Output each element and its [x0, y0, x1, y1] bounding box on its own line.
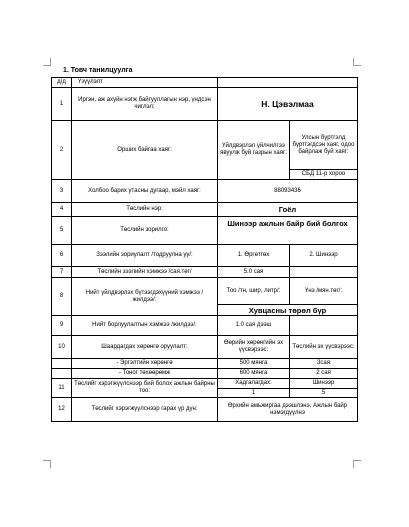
page-corner-mark [353, 460, 361, 468]
row-value: 88093436 [218, 180, 358, 203]
row-num: 10 [52, 336, 72, 359]
row-label: Төслийг хэрэгжүүлснээр бий болох ажлын байрны тоо: [72, 379, 218, 398]
page-corner-mark [43, 58, 51, 66]
header-item: Үзүүлэлт [72, 78, 218, 88]
table-row [52, 336, 358, 359]
table-row [52, 121, 358, 170]
table-row [52, 369, 358, 379]
row-value-b [290, 267, 358, 278]
row-value-b: 2 сая [290, 369, 358, 379]
table-row [52, 217, 358, 245]
row-value-b: Үнэ /мян.төг/: [290, 278, 358, 305]
row-value-a: Хадгалагдах: [218, 379, 290, 389]
row-value: Гоёл [218, 203, 358, 217]
row-num: 2 [52, 121, 72, 180]
row-value-b [290, 316, 358, 336]
row-label: Холбоо барих утасны дугаар, мэйл хаяг: [72, 180, 218, 203]
row-label: Төслийг хэрэгжүүлснээр гарах үр дүн: [72, 398, 218, 422]
row-num [52, 369, 72, 379]
row-value-b: Төслийн эх үүсвэрээс: [290, 336, 358, 359]
row-num: 7 [52, 267, 72, 278]
row-num: 1 [52, 88, 72, 121]
row-num: 6 [52, 245, 72, 267]
header-value [218, 78, 358, 88]
row-label: - Тоног төхөөрөмж [72, 369, 218, 379]
row-label: Нийт үйлдвэрлэх бүтээгдэхүүний хэмжээ /жилдээ/: [72, 278, 218, 316]
project-summary-table [51, 77, 358, 422]
table-row [52, 398, 358, 422]
page-corner-mark [353, 58, 361, 66]
row-value-b2: СБД 11-р хороо [290, 170, 358, 180]
row-value-a2: 1 [218, 389, 290, 398]
row-num: 4 [52, 203, 72, 217]
row-label: Төслийн нэр: [72, 203, 218, 217]
row-num: 9 [52, 316, 72, 336]
table-row [52, 278, 358, 305]
row-label: Орших байгаа хаяг: [72, 121, 218, 180]
row-num: 3 [52, 180, 72, 203]
row-value-a: 1. Өргөтгөх [218, 245, 290, 267]
header-num: д/д [52, 78, 72, 88]
row-value-b: 3сая [290, 359, 358, 369]
row-num: 11 [52, 379, 72, 398]
table-row [52, 379, 358, 389]
row-value-b: 2. Шинээр [290, 245, 358, 267]
row-label: - Эргэлтийн хөрөнгө [72, 359, 218, 369]
table-row [52, 88, 358, 121]
table-row [52, 180, 358, 203]
row-label: Иргэн, аж ахуйн нэгж байгууллагын нэр, үндсэн чиглэл: [72, 88, 218, 121]
row-num: 12 [52, 398, 72, 422]
row-value-a: Тоо /тн, шир, литр/: [218, 278, 290, 305]
row-value-a: Үйлдвэрлэл үйлчилгээ явуулж буй газрын хаяг: [218, 121, 290, 180]
table-header-row [52, 78, 358, 88]
row-label: Зээлийн зориулалт /тодруулна уу/: [72, 245, 218, 267]
row-value-a: Өөрийн хөрөнгийн эх үүсвэрээс: [218, 336, 290, 359]
table-row [52, 267, 358, 278]
table-row [52, 245, 358, 267]
page-corner-mark [43, 460, 51, 468]
row-label: Төслийн зээлийн хэмжээ /сая.төг/ [72, 267, 218, 278]
row-num [52, 359, 72, 369]
row-value: Н. Цэвэлмаа [218, 88, 358, 121]
row-num: 8 [52, 278, 72, 316]
table-row [52, 316, 358, 336]
row-value-a: 500 мянга [218, 359, 290, 369]
row-value-b2: Хувцасны төрөл бүр [218, 305, 358, 316]
row-value: Өрхийн амьжиргаа дээшлэнэ, Ажлын байр нэмэгдүүлнэ [218, 398, 358, 422]
row-value-a: 5.0 сая [218, 267, 290, 278]
row-value-b: Улсын бүртгэлд бүртгэгдсэн хаяг, одоо байрлаж буй хаяг: [290, 121, 358, 170]
row-label: Шаардагдах хөрөнгө оруулалт: [72, 336, 218, 359]
row-value-b2: 5 [290, 389, 358, 398]
row-value-b: Шинээр [290, 379, 358, 389]
row-label: Төслийн зорилго: [72, 217, 218, 245]
table-row [52, 203, 358, 217]
row-num: 5 [52, 217, 72, 245]
row-label: Нийт борлуулалтын хэмжээ /жилдээ/: [72, 316, 218, 336]
table-row [52, 359, 358, 369]
row-value-a: 600 мянга [218, 369, 290, 379]
row-value: Шинээр ажлын байр бий болгох [218, 217, 358, 245]
row-value-a: 1.0 сая дээш [218, 316, 290, 336]
section-title: 1. Товч танилцуулга [63, 67, 133, 74]
